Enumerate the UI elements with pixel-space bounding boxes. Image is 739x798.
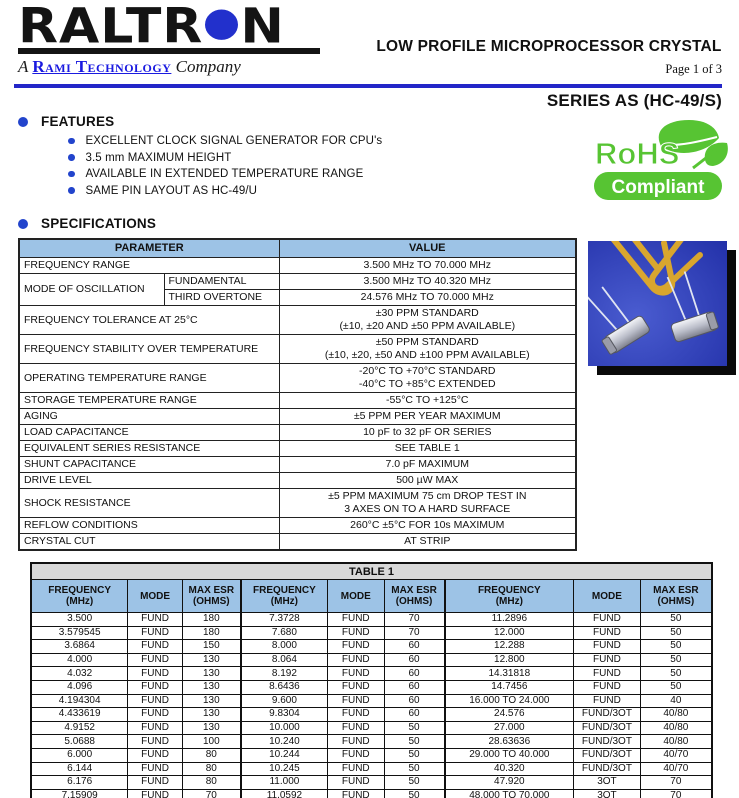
table1-cell: FUND	[128, 735, 182, 749]
table1-cell: 130	[182, 680, 241, 694]
spec-param: REFLOW CONDITIONS	[19, 518, 279, 534]
spec-value-line: -40°C TO +85°C EXTENDED	[358, 378, 496, 390]
table1-cell: 80	[182, 748, 241, 762]
logo-wordmark	[18, 0, 338, 55]
tagline-company: Company	[175, 57, 241, 76]
table1-col-mode-3: MODE	[574, 580, 641, 613]
table1-cell: 8.064	[241, 653, 328, 667]
spec-value-line: (±10, ±20 AND ±50 PPM AVAILABLE)	[339, 320, 516, 332]
spec-subparam: THIRD OVERTONE	[164, 290, 279, 306]
table1-cell: FUND	[574, 653, 641, 667]
table1-cell: 130	[182, 694, 241, 708]
table1-cell: 7.3728	[241, 613, 328, 627]
spec-value-line: ±50 PPM STANDARD	[375, 336, 479, 348]
table1-row	[31, 735, 712, 749]
table1-cell: 70	[182, 789, 241, 798]
spec-param: SHOCK RESISTANCE	[19, 489, 279, 518]
spec-value: 7.0 pF MAXIMUM	[279, 457, 576, 473]
header-line: (MHz)	[270, 596, 299, 607]
spec-value-line: -20°C TO +70°C STANDARD	[359, 365, 496, 377]
table1-row	[31, 762, 712, 776]
series-title: SERIES AS (HC-49/S)	[546, 91, 722, 110]
spec-value: SEE TABLE 1	[279, 441, 576, 457]
table1-cell: 16.000 TO 24.000	[445, 694, 574, 708]
spec-subparam: FUNDAMENTAL	[164, 274, 279, 290]
table1-title: TABLE 1	[31, 563, 712, 580]
table1-cell: 4.9152	[31, 721, 128, 735]
page-number: Page 1 of 3	[665, 62, 722, 76]
brand-tagline	[18, 57, 338, 77]
table1-cell: 70	[384, 613, 445, 627]
spec-row	[19, 409, 576, 425]
table1-cell: 60	[384, 680, 445, 694]
spec-row	[19, 489, 576, 518]
rohs-compliant-icon	[593, 116, 733, 208]
table1-cell: 50	[640, 667, 712, 681]
spec-value: ±5 PPM PER YEAR MAXIMUM	[279, 409, 576, 425]
table1-cell: 4.000	[31, 653, 128, 667]
table1-cell: 60	[384, 667, 445, 681]
table1-cell: 7.680	[241, 626, 328, 640]
table1-cell: FUND	[128, 613, 182, 627]
table1-cell: FUND	[128, 748, 182, 762]
spec-value: 24.576 MHz TO 70.000 MHz	[279, 290, 576, 306]
table1-section	[30, 562, 713, 798]
table1-col-frequency-2	[241, 580, 328, 613]
table1-cell: FUND	[128, 653, 182, 667]
table1-row	[31, 613, 712, 627]
spec-value-line: ±5 PPM MAXIMUM 75 cm DROP TEST IN	[328, 490, 527, 502]
spec-value: 3.500 MHz TO 70.000 MHz	[279, 258, 576, 274]
table1-cell: 70	[640, 789, 712, 798]
spec-param: FREQUENCY STABILITY OVER TEMPERATURE	[19, 335, 279, 364]
spec-param: MODE OF OSCILLATION	[19, 274, 164, 306]
feature-item	[68, 168, 538, 180]
table1-row	[31, 789, 712, 798]
table1-cell: 8.192	[241, 667, 328, 681]
table1-cell: 6.000	[31, 748, 128, 762]
table1-cell: FUND	[328, 653, 384, 667]
table1-row	[31, 680, 712, 694]
feature-text: EXCELLENT CLOCK SIGNAL GENERATOR FOR CPU's	[85, 135, 383, 147]
table1-cell: 50	[384, 776, 445, 790]
table1-cell: 10.245	[241, 762, 328, 776]
table1-cell: FUND	[328, 789, 384, 798]
specifications-heading: SPECIFICATIONS	[41, 216, 157, 231]
spec-col-parameter: PARAMETER	[19, 239, 279, 258]
table1-cell: FUND	[574, 667, 641, 681]
table1-cell: FUND	[128, 640, 182, 654]
table1-cell: FUND/3OT	[574, 762, 641, 776]
table1-col-esr-3	[640, 580, 712, 613]
table1-cell: 3OT	[574, 789, 641, 798]
spec-value: -55°C TO +125°C	[279, 393, 576, 409]
table1-cell: 60	[384, 653, 445, 667]
table1-cell: 3.500	[31, 613, 128, 627]
table1-cell: FUND	[328, 735, 384, 749]
table1-cell: FUND	[328, 776, 384, 790]
header-line: MAX ESR	[188, 585, 235, 596]
table1-cell: FUND	[574, 613, 641, 627]
feature-item	[68, 135, 538, 147]
table1-cell: 130	[182, 721, 241, 735]
spec-header-row	[19, 239, 576, 258]
table1-cell: 40/80	[640, 735, 712, 749]
table1-title-row	[31, 563, 712, 580]
spec-row	[19, 364, 576, 393]
header-divider	[14, 84, 722, 88]
table1-cell: 9.8304	[241, 708, 328, 722]
table1-row	[31, 640, 712, 654]
spec-value	[279, 335, 576, 364]
spec-row	[19, 441, 576, 457]
table1-cell: FUND	[574, 680, 641, 694]
table1-cell: 10.000	[241, 721, 328, 735]
table1-col-frequency-1	[31, 580, 128, 613]
table1-cell: 60	[384, 640, 445, 654]
spec-value	[279, 364, 576, 393]
table1-cell: FUND	[328, 762, 384, 776]
logo-dot-icon	[205, 10, 238, 40]
table1-cell: 11.2896	[445, 613, 574, 627]
spec-row	[19, 425, 576, 441]
table1-cell: FUND	[128, 789, 182, 798]
table1-cell: 4.096	[31, 680, 128, 694]
svg-text:Compliant: Compliant	[611, 177, 705, 198]
table1-cell: FUND	[128, 721, 182, 735]
table1-cell: 12.288	[445, 640, 574, 654]
table1-cell: FUND	[328, 626, 384, 640]
table1-cell: 50	[384, 748, 445, 762]
spec-row	[19, 518, 576, 534]
table1-cell: 6.144	[31, 762, 128, 776]
table1-cell: 3OT	[574, 776, 641, 790]
features-section	[18, 114, 538, 201]
table1-cell: 70	[640, 776, 712, 790]
table1-cell: 40	[640, 694, 712, 708]
bullet-icon	[68, 154, 75, 161]
table1-cell: 7.15909	[31, 789, 128, 798]
header-line: (MHz)	[495, 596, 523, 607]
table1-cell: 80	[182, 762, 241, 776]
logo-text-left: RALTR	[18, 0, 204, 55]
header-line: FREQUENCY	[253, 585, 316, 596]
table1-cell: 3.579545	[31, 626, 128, 640]
header-line: FREQUENCY	[48, 585, 112, 596]
table1-cell: FUND	[128, 776, 182, 790]
table1-cell: 8.6436	[241, 680, 328, 694]
header-line: FREQUENCY	[477, 585, 541, 596]
spec-row	[19, 534, 576, 551]
table1-cell: 5.0688	[31, 735, 128, 749]
table1-cell: FUND/3OT	[574, 708, 641, 722]
table1-cell: 50	[640, 640, 712, 654]
spec-param: CRYSTAL CUT	[19, 534, 279, 551]
header-line: MAX ESR	[653, 585, 699, 596]
table1-cell: 40.320	[445, 762, 574, 776]
spec-param: STORAGE TEMPERATURE RANGE	[19, 393, 279, 409]
header-line: (OHMS)	[657, 596, 695, 607]
spec-param: OPERATING TEMPERATURE RANGE	[19, 364, 279, 393]
table1-cell: 14.31818	[445, 667, 574, 681]
spec-value: 500 µW MAX	[279, 473, 576, 489]
table1-cell: 130	[182, 708, 241, 722]
table1-cell: 12.800	[445, 653, 574, 667]
spec-value	[279, 306, 576, 335]
header-line: (MHz)	[66, 596, 94, 607]
table1-cell: FUND/3OT	[574, 748, 641, 762]
feature-text: AVAILABLE IN EXTENDED TEMPERATURE RANGE	[85, 168, 364, 180]
table1-col-esr-2	[384, 580, 445, 613]
table1-cell: FUND	[574, 626, 641, 640]
table1-cell: FUND	[328, 721, 384, 735]
table1-cell: FUND	[328, 680, 384, 694]
table1-cell: 50	[384, 762, 445, 776]
table1-row	[31, 748, 712, 762]
spec-row	[19, 258, 576, 274]
spec-row	[19, 457, 576, 473]
header-line: (OHMS)	[395, 596, 433, 607]
table1-col-mode-1: MODE	[128, 580, 182, 613]
table1-cell: 24.576	[445, 708, 574, 722]
table1-cell: FUND	[128, 694, 182, 708]
table1-cell: 40/80	[640, 708, 712, 722]
table1-row	[31, 776, 712, 790]
table1-cell: 48.000 TO 70.000	[445, 789, 574, 798]
table1-cell: 11.0592	[241, 789, 328, 798]
features-heading: FEATURES	[41, 114, 115, 129]
table1-body	[31, 613, 712, 798]
table1-cell: 10.244	[241, 748, 328, 762]
spec-value: 10 pF to 32 pF OR SERIES	[279, 425, 576, 441]
spec-value-line: 3 AXES ON TO A HARD SURFACE	[344, 503, 511, 515]
spec-param: FREQUENCY TOLERANCE AT 25°C	[19, 306, 279, 335]
table1-cell: 8.000	[241, 640, 328, 654]
table1-cell: 60	[384, 694, 445, 708]
table1-cell: FUND	[328, 748, 384, 762]
feature-item	[68, 152, 538, 164]
table1-cell: 180	[182, 626, 241, 640]
spec-param: SHUNT CAPACITANCE	[19, 457, 279, 473]
table1-col-mode-2: MODE	[328, 580, 384, 613]
table1-cell: 40/70	[640, 748, 712, 762]
spec-row	[19, 473, 576, 489]
spec-param: DRIVE LEVEL	[19, 473, 279, 489]
table1-cell: FUND/3OT	[574, 735, 641, 749]
feature-item	[68, 185, 538, 197]
table1-cell: FUND	[128, 680, 182, 694]
raltron-logo	[18, 0, 338, 77]
table1-cell: 80	[182, 776, 241, 790]
table1-col-esr-1	[182, 580, 241, 613]
logo-text-right: N	[240, 0, 285, 55]
table1-cell: FUND	[328, 708, 384, 722]
table1-row	[31, 708, 712, 722]
table1-cell: FUND	[328, 640, 384, 654]
table1-cell: 100	[182, 735, 241, 749]
feature-text: SAME PIN LAYOUT AS HC-49/U	[85, 184, 258, 197]
table1-cell: FUND	[328, 613, 384, 627]
doc-title: LOW PROFILE MICROPROCESSOR CRYSTAL	[376, 38, 722, 55]
table1-cell: 12.000	[445, 626, 574, 640]
table1-cell: FUND	[128, 708, 182, 722]
spec-value-line: (±10, ±20, ±50 AND ±100 PPM AVAILABLE)	[324, 349, 530, 361]
table1-cell: FUND	[328, 694, 384, 708]
spec-row	[19, 274, 576, 290]
table1-cell: 4.433619	[31, 708, 128, 722]
table1-header-row	[31, 580, 712, 613]
table1-cell: 11.000	[241, 776, 328, 790]
spec-value: AT STRIP	[279, 534, 576, 551]
header-line: (OHMS)	[192, 596, 230, 607]
spec-param: EQUIVALENT SERIES RESISTANCE	[19, 441, 279, 457]
table1-cell: FUND	[328, 667, 384, 681]
table1-cell: FUND	[128, 762, 182, 776]
bullet-icon	[68, 187, 75, 194]
table1-cell: 150	[182, 640, 241, 654]
spec-param: LOAD CAPACITANCE	[19, 425, 279, 441]
specifications-section-heading	[18, 216, 156, 231]
tagline-brand-link[interactable]: Rami Technology	[32, 57, 172, 76]
table1-cell: 27.000	[445, 721, 574, 735]
table1-cell: FUND	[128, 667, 182, 681]
table1-cell: 50	[640, 613, 712, 627]
table1-cell: 4.032	[31, 667, 128, 681]
table1-cell: FUND/3OT	[574, 721, 641, 735]
table1-cell: 50	[640, 680, 712, 694]
table1-cell: 130	[182, 667, 241, 681]
tagline-a: A	[18, 57, 29, 76]
feature-text: 3.5 mm MAXIMUM HEIGHT	[85, 151, 232, 164]
bullet-icon	[68, 171, 75, 178]
spec-row	[19, 393, 576, 409]
table1-cell: 29.000 TO 40.000	[445, 748, 574, 762]
table1	[30, 562, 713, 798]
bullet-icon	[68, 138, 75, 145]
table1-cell: 130	[182, 653, 241, 667]
table1-cell: FUND	[574, 640, 641, 654]
table1-cell: 50	[640, 653, 712, 667]
table1-row	[31, 721, 712, 735]
table1-cell: 4.194304	[31, 694, 128, 708]
table1-col-frequency-3	[445, 580, 574, 613]
spec-value: 3.500 MHz TO 40.320 MHz	[279, 274, 576, 290]
table1-cell: 14.7456	[445, 680, 574, 694]
table1-cell: 6.176	[31, 776, 128, 790]
table1-cell: 50	[384, 789, 445, 798]
table1-cell: FUND	[128, 626, 182, 640]
spec-value: 260°C ±5°C FOR 10s MAXIMUM	[279, 518, 576, 534]
table1-cell: 60	[384, 708, 445, 722]
bullet-icon	[18, 219, 28, 229]
table1-cell: 70	[384, 626, 445, 640]
table1-row	[31, 653, 712, 667]
table1-row	[31, 694, 712, 708]
product-photo	[588, 241, 736, 375]
table1-cell: 40/70	[640, 762, 712, 776]
table1-cell: 3.6864	[31, 640, 128, 654]
spec-value-line: ±30 PPM STANDARD	[375, 307, 479, 319]
table1-cell: FUND	[574, 694, 641, 708]
table1-cell: 50	[384, 735, 445, 749]
table1-cell: 50	[640, 626, 712, 640]
table1-cell: 47.920	[445, 776, 574, 790]
spec-col-value: VALUE	[279, 239, 576, 258]
table1-row	[31, 626, 712, 640]
spec-value	[279, 489, 576, 518]
spec-param: FREQUENCY RANGE	[19, 258, 279, 274]
spec-param: AGING	[19, 409, 279, 425]
table1-cell: 9.600	[241, 694, 328, 708]
header-line: MAX ESR	[391, 585, 437, 596]
table1-cell: 40/80	[640, 721, 712, 735]
spec-row	[19, 335, 576, 364]
bullet-icon	[18, 117, 28, 127]
spec-row	[19, 306, 576, 335]
table1-cell: 50	[384, 721, 445, 735]
table1-cell: 28.63636	[445, 735, 574, 749]
spec-table	[18, 238, 577, 551]
svg-text:RoHS: RoHS	[595, 136, 680, 171]
table1-row	[31, 667, 712, 681]
table1-cell: 10.240	[241, 735, 328, 749]
table1-cell: 180	[182, 613, 241, 627]
